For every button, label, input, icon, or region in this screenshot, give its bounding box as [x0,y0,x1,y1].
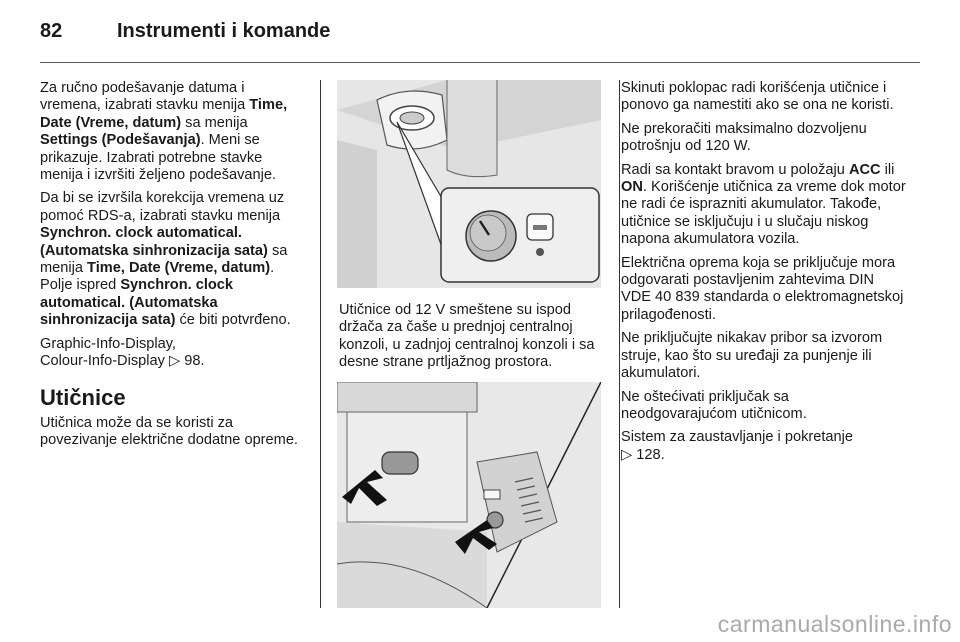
paragraph-no-damage: Ne oštećivati priključak sa neodgovarajućom utičnicom. [621,388,807,422]
rear-sockets-illustration [337,382,601,608]
paragraph-max-power: Ne prekoračiti maksimalno dozvoljenu potrošnju od 120 W. [621,120,867,155]
arrow-reference-icon: ▷ [168,353,181,370]
menu-item-settings: Settings (Podešavanja) [40,132,201,149]
figure-rear-sockets [337,382,601,608]
text: Za ručno podešavanje datuma i vremena, izabrati stavku menija [40,80,250,114]
paragraph-stop-start-ref [621,429,908,464]
column-divider-left [320,80,321,608]
ignition-acc: ACC [848,161,881,178]
text: sa menija [181,114,248,131]
page-reference-link[interactable]: 98. [184,353,205,370]
text: sa menija [40,242,288,277]
text: će biti potvrđeno. [175,312,291,329]
ignition-on: ON [621,179,643,196]
figure-caption: Utičnice od 12 V smeštene su ispod držača za čaše u prednjoj centralnoj konzoli, u zadnjoj centralnoj konzoli i sa desne strane prtljažnog prostora. [339,302,595,371]
watermark: carmanualsonline.info [717,611,952,637]
text: Sistem za zaustavljanje i pokretanje [621,429,853,446]
menu-item-sync-clock: Synchron. clock automatical. (Automatska sinhronizacija sata) [40,225,268,259]
menu-item-sync-clock: Synchron. clock automatical. (Automatska sinhronizacija sata) [40,277,234,329]
text: ili [880,161,895,178]
page-reference-link[interactable]: 128. [636,446,665,463]
paragraph-display-ref [40,336,308,371]
column-2 [339,302,603,378]
text: Colour-Info-Display [40,353,165,370]
column-1 [40,80,308,455]
paragraph-date-manual [40,80,308,184]
arrow-reference-icon: ▷ [621,446,633,463]
chapter-title: Instrumenti i komande [117,20,331,42]
paragraph-ignition [621,162,908,249]
text: Radi sa kontakt bravom u položaju [621,161,849,178]
section-heading: Utičnice [40,384,126,410]
menu-item-time-date: Time, Date (Vreme, datum) [40,97,288,131]
menu-item-time-date: Time, Date (Vreme, datum) [87,260,271,277]
page-number: 82 [40,20,63,42]
paragraph-cover: Skinuti poklopac radi korišćenja utičnice i ponovo ga namestiti ako se ona ne koristi. [621,80,894,114]
text: Da bi se izvršila korekcija vremena uz pomoć RDS-a, izabrati stavku menija [40,190,285,224]
paragraph-sockets-intro: Utičnica može da se koristi za povezivanje električne dodatne opreme. [40,414,298,448]
text: . Meni se prikazuje. Izabrati potrebne stavke menija i izvršiti željeno podešavanje. [40,132,277,184]
header-divider [40,62,920,63]
column-divider-right [619,80,620,608]
paragraph-emc: Električna oprema koja se priključuje mora odgovarati postavljenim zahtevima DIN VDE 40 839 standarda o elektromagnetskoj prilagođenosti. [621,254,904,323]
text: . Polje ispred [40,260,275,294]
paragraph-no-chargers: Ne priključujte nikakav pribor sa izvorom struje, kao što su uređaji za punjenje ili akumulatori. [621,330,883,382]
page-header [40,20,920,44]
paragraph-rds-sync [40,190,308,329]
text: . Korišćenje utičnica za vreme dok motor ne radi će isprazniti akumulator. Takođe, utičnice se isključuju i u slučaju niskog napona akumulatora vozila. [621,179,906,248]
front-socket-illustration [337,80,601,288]
figure-front-socket [337,80,601,288]
text: Graphic-Info-Display, [40,335,176,352]
column-3 [621,80,908,470]
